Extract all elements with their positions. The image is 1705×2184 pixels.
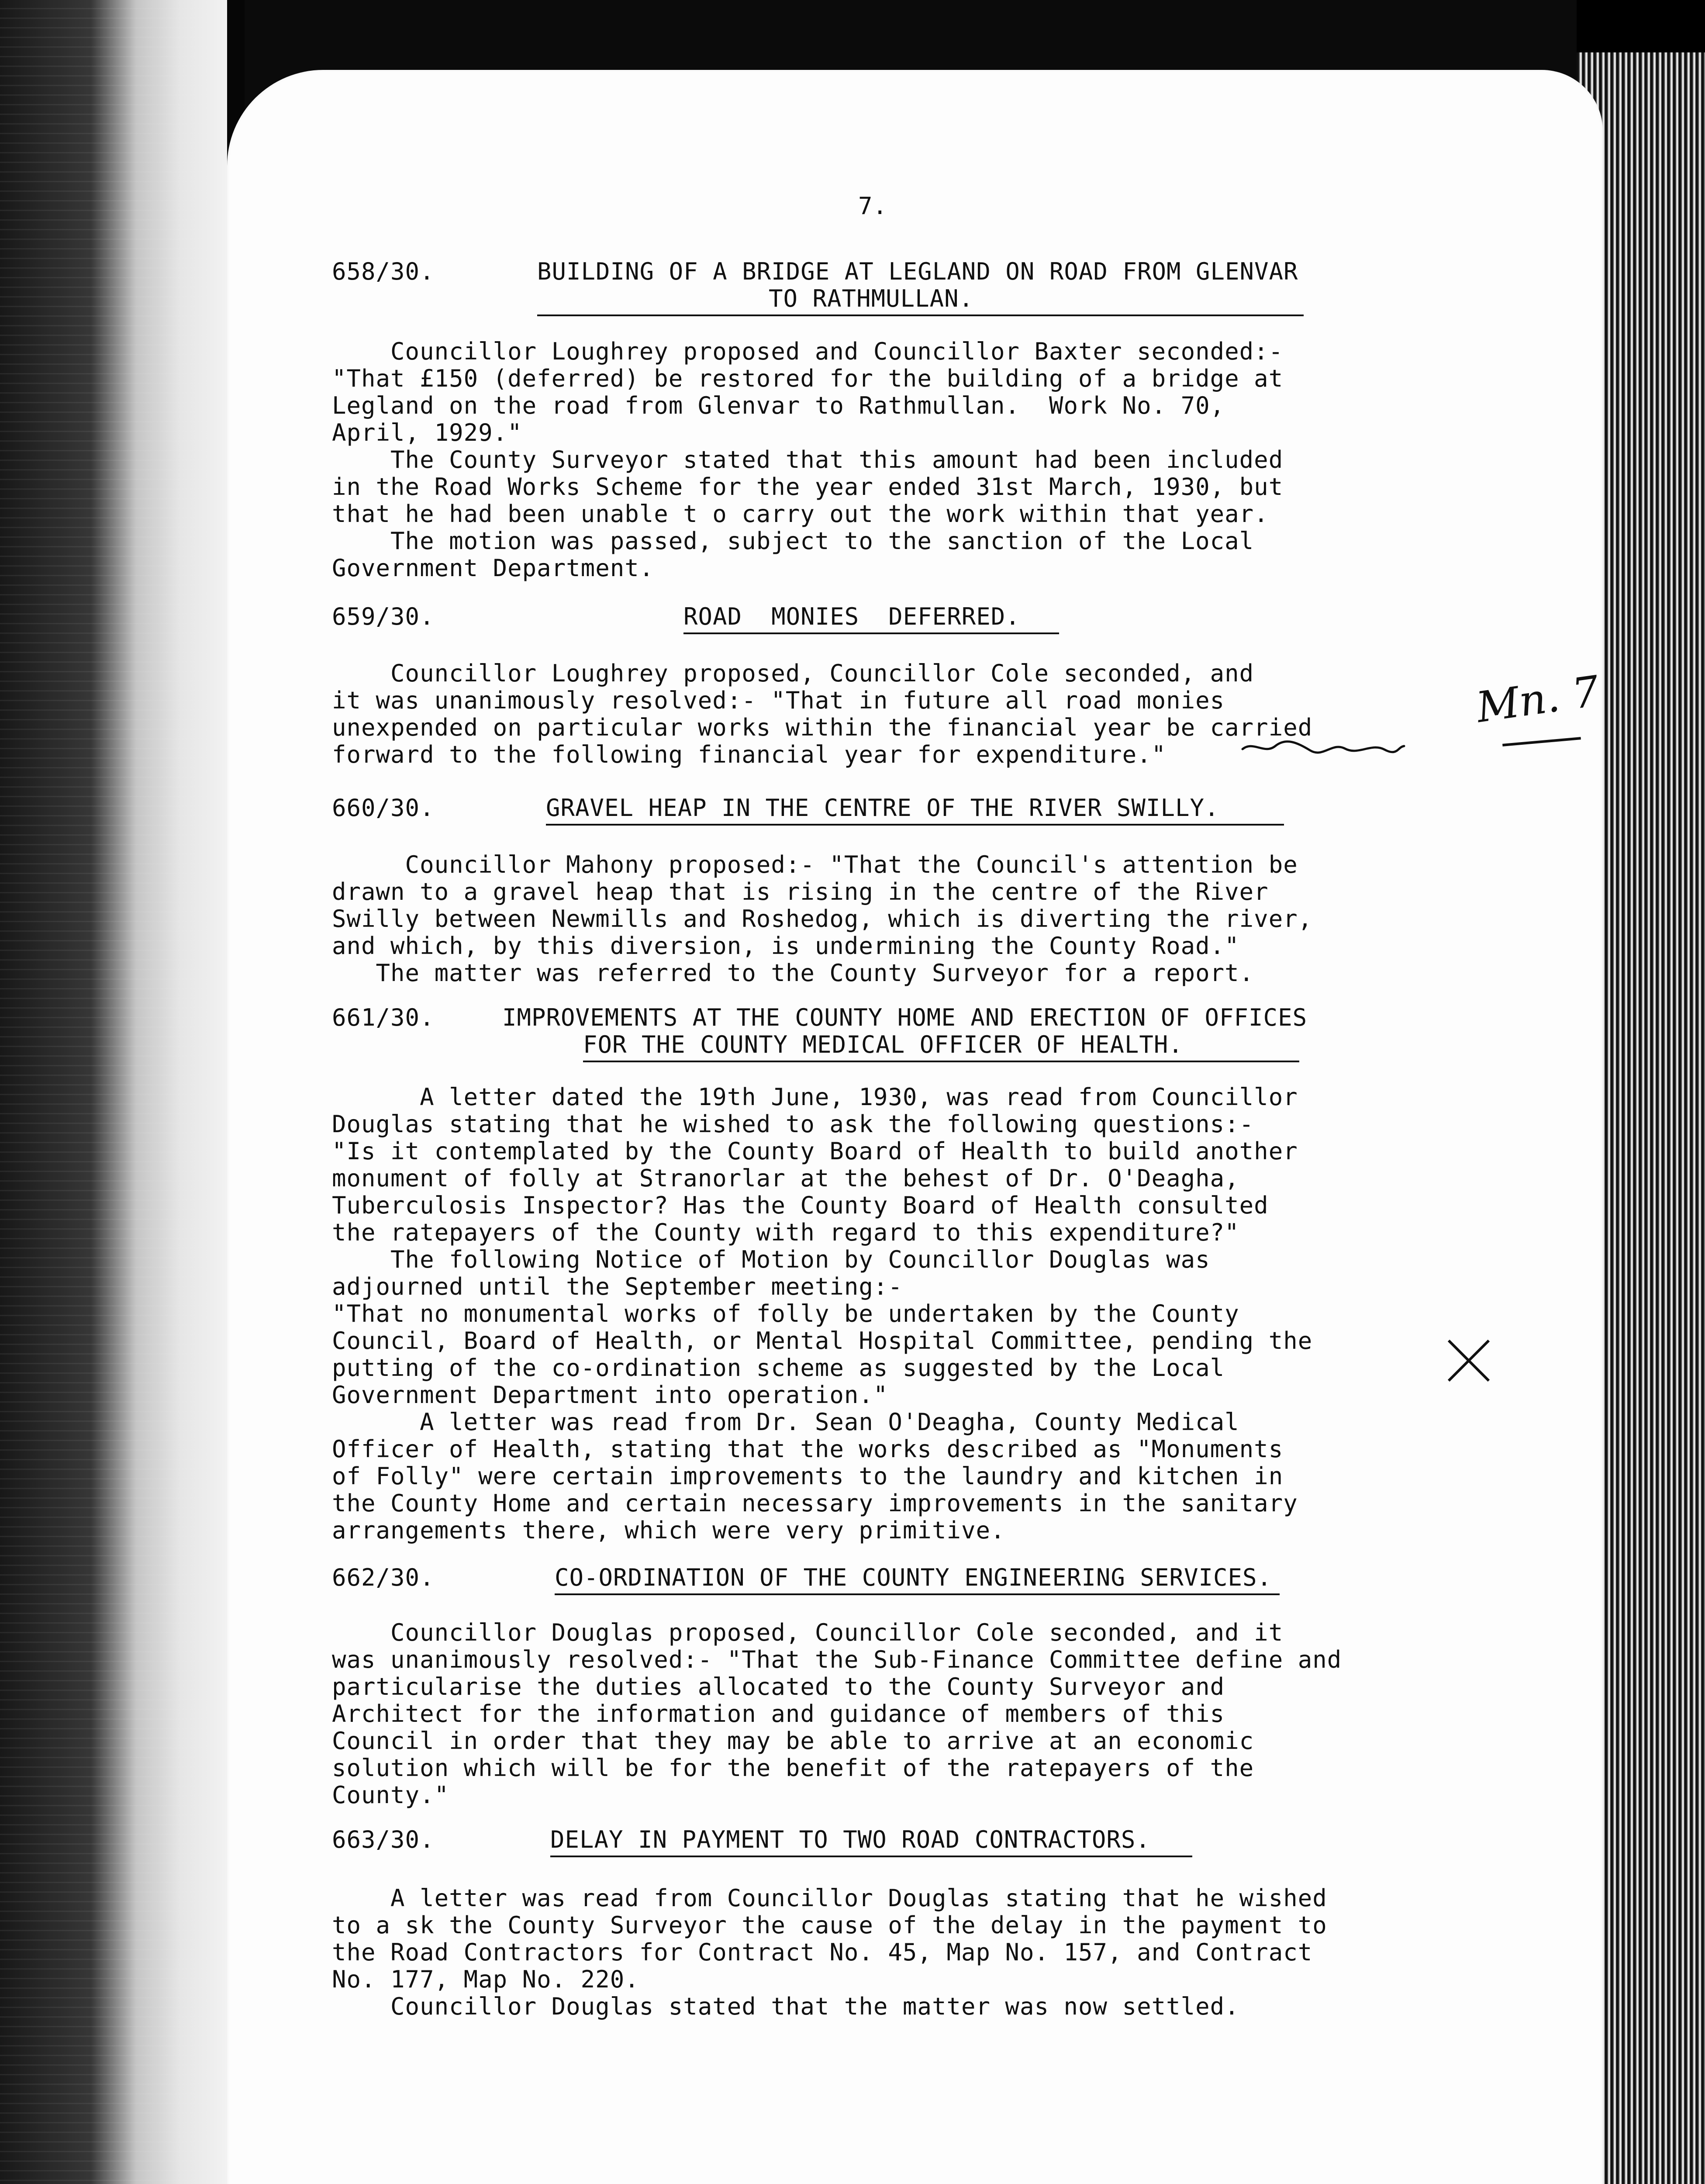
text-line: Councillor Loughrey proposed, Councillor Cole seconded, and (332, 660, 1254, 687)
text-line: unexpended on particular works within the financial year be carried (332, 714, 1313, 741)
section-title-658-line1: BUILDING OF A BRIDGE AT LEGLAND ON ROAD FROM GLENVAR (537, 258, 1298, 285)
section-number-662: 662/30. (332, 1564, 435, 1591)
text-line: was unanimously resolved:- "That the Sub-Finance Committee define and (332, 1646, 1342, 1673)
text-line: forward to the following financial year for expenditure." (332, 741, 1167, 768)
text-line: the Road Contractors for Contract No. 45, Map No. 157, and Contract (332, 1939, 1313, 1966)
text-line: drawn to a gravel heap that is rising in the centre of the River (332, 878, 1269, 905)
text-line: the ratepayers of the County with regard to this expenditure?" (332, 1219, 1239, 1246)
text-line: The following Notice of Motion by Councillor Douglas was (332, 1246, 1210, 1273)
text-line: in the Road Works Scheme for the year ended 31st March, 1930, but (332, 473, 1284, 501)
section-title-663: DELAY IN PAYMENT TO TWO ROAD CONTRACTORS. (550, 1826, 1150, 1853)
text-line: Council in order that they may be able to arrive at an economic (332, 1727, 1254, 1755)
text-line: solution which will be for the benefit of the ratepayers of the (332, 1754, 1254, 1782)
section-title-659: ROAD MONIES DEFERRED. (683, 603, 1020, 630)
text-line: "Is it contemplated by the County Board of Health to build another (332, 1137, 1298, 1165)
section-title-660: GRAVEL HEAP IN THE CENTRE OF THE RIVER SWILLY. (546, 794, 1219, 822)
text-line: particularise the duties allocated to the County Surveyor and (332, 1673, 1225, 1700)
text-line: Legland on the road from Glenvar to Rathmullan. Work No. 70, (332, 392, 1225, 419)
left-page-edge (0, 0, 227, 2184)
text-line: monument of folly at Stranorlar at the behest of Dr. O'Deagha, (332, 1165, 1239, 1192)
text-line: Swilly between Newmills and Roshedog, which is diverting the river, (332, 905, 1313, 933)
text-line: Douglas stating that he wished to ask the following questions:- (332, 1110, 1254, 1138)
section-number-659: 659/30. (332, 603, 435, 630)
text-line: Councillor Mahony proposed:- "That the Council's attention be (332, 851, 1298, 878)
text-line: adjourned until the September meeting:- (332, 1273, 903, 1300)
handwritten-scribble (1240, 738, 1406, 756)
text-line: the County Home and certain necessary improvements in the sanitary (332, 1489, 1298, 1517)
text-line: "That £150 (deferred) be restored for the building of a bridge at (332, 365, 1284, 392)
text-line: it was unanimously resolved:- "That in future all road monies (332, 687, 1225, 714)
title-underline-660 (546, 824, 1284, 826)
text-line: The County Surveyor stated that this amount had been included (332, 446, 1284, 473)
text-line: Council, Board of Health, or Mental Hospital Committee, pending the (332, 1327, 1313, 1355)
title-underline-662 (555, 1593, 1280, 1595)
title-underline-658 (537, 314, 1304, 316)
section-title-662: CO-ORDINATION OF THE COUNTY ENGINEERING SERVICES. (555, 1564, 1272, 1591)
section-title-658-line2: TO RATHMULLAN. (769, 285, 974, 312)
x-mark (1446, 1337, 1494, 1385)
text-line: The matter was referred to the County Surveyor for a report. (332, 959, 1254, 987)
text-line: to a sk the County Surveyor the cause of the delay in the payment to (332, 1911, 1327, 1939)
text-line: Government Department. (332, 554, 654, 582)
title-underline-661 (583, 1061, 1299, 1062)
text-line: April, 1929." (332, 419, 522, 446)
text-line: Councillor Douglas proposed, Councillor Cole seconded, and it (332, 1619, 1284, 1646)
title-underline-659 (683, 632, 1059, 634)
text-line: The motion was passed, subject to the sanction of the Local (332, 527, 1254, 555)
text-line: No. 177, Map No. 220. (332, 1966, 639, 1993)
text-line: of Folly" were certain improvements to the laundry and kitchen in (332, 1462, 1284, 1490)
text-line: Tuberculosis Inspector? Has the County Board of Health consulted (332, 1192, 1269, 1219)
page-number: 7. (858, 192, 888, 220)
text-line: and which, by this diversion, is undermining the County Road." (332, 932, 1239, 960)
text-line: Councillor Douglas stated that the matter was now settled. (332, 1993, 1239, 2020)
section-number-660: 660/30. (332, 794, 435, 822)
text-line: Government Department into operation." (332, 1381, 888, 1409)
section-number-661: 661/30. (332, 1004, 435, 1031)
section-title-661-line2: FOR THE COUNTY MEDICAL OFFICER OF HEALTH. (583, 1031, 1183, 1058)
text-line: that he had been unable t o carry out the work within that year. (332, 500, 1269, 528)
text-line: A letter dated the 19th June, 1930, was read from Councillor (332, 1083, 1298, 1111)
title-underline-663 (550, 1856, 1192, 1857)
margin-annotation: Mn. 7 (1473, 666, 1602, 733)
section-number-663: 663/30. (332, 1826, 435, 1853)
section-number-658: 658/30. (332, 258, 435, 285)
text-line: Architect for the information and guidance of members of this (332, 1700, 1225, 1728)
text-line: A letter was read from Dr. Sean O'Deagha, County Medical (332, 1408, 1239, 1436)
text-line: arrangements there, which were very primitive. (332, 1517, 1005, 1544)
text-line: County." (332, 1781, 449, 1809)
text-line: A letter was read from Councillor Douglas stating that he wished (332, 1884, 1327, 1912)
text-line: Officer of Health, stating that the works described as "Monuments (332, 1435, 1284, 1463)
text-line: "That no monumental works of folly be undertaken by the County (332, 1300, 1239, 1327)
text-line: putting of the co-ordination scheme as suggested by the Local (332, 1354, 1225, 1382)
section-title-661-line1: IMPROVEMENTS AT THE COUNTY HOME AND ERECTION OF OFFICES (502, 1004, 1308, 1031)
text-line: Councillor Loughrey proposed and Councillor Baxter seconded:- (332, 338, 1284, 365)
